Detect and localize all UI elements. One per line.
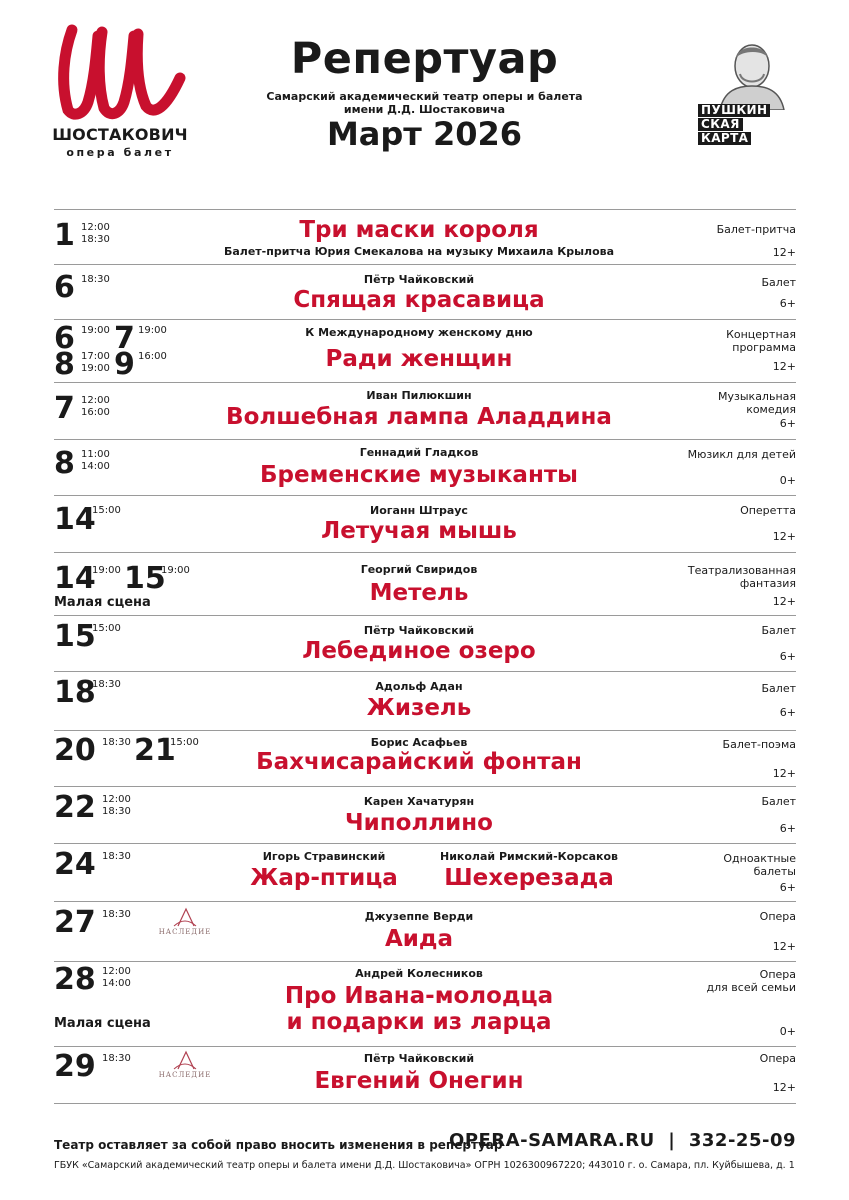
event-times: 19:00: [81, 325, 110, 336]
logo-name: ШОСТАКОВИЧ: [52, 125, 188, 144]
event-composer: Адольф Адан: [375, 680, 463, 693]
event-day: 24: [54, 847, 96, 882]
event-row: [54, 383, 796, 439]
age-rating: 6+: [779, 417, 796, 430]
age-rating: 12+: [772, 246, 796, 259]
event-row: [54, 440, 796, 495]
event-composer: Пётр Чайковский: [363, 273, 475, 286]
event-row: [54, 616, 796, 671]
event-composer: Игорь Стравинский: [262, 850, 386, 863]
event-row: [54, 553, 796, 615]
event-times: 12:00 18:30: [102, 794, 131, 817]
event-title: Бременские музыканты: [260, 462, 578, 488]
event-day: 9: [114, 347, 135, 382]
website-and-phone[interactable]: OPERA-SAMARA.RU | 332-25-09: [449, 1130, 796, 1151]
venue-label: Малая сцена: [54, 595, 151, 610]
event-composer: Карен Хачатурян: [363, 795, 475, 808]
age-rating: 6+: [779, 297, 796, 310]
event-times: 18:30: [92, 679, 121, 690]
event-composer: Николай Римский-Корсаков: [439, 850, 619, 863]
event-times: 18:30: [102, 737, 131, 748]
month-heading: Март 2026: [326, 115, 523, 153]
row-divider: [54, 1103, 796, 1104]
event-title-line2: и подарки из ларца: [286, 1009, 552, 1035]
event-composer: Джузеппе Верди: [364, 910, 474, 923]
event-times: 17:00 19:00: [81, 351, 110, 374]
heritage-emblem-icon: [150, 906, 220, 928]
event-title: Бахчисарайский фонтан: [256, 749, 582, 775]
age-rating: 12+: [772, 767, 796, 780]
event-row: [54, 787, 796, 843]
event-day: 20: [54, 733, 96, 768]
event-times: 12:00 16:00: [81, 395, 110, 418]
event-day: 22: [54, 790, 96, 825]
pushkin-label-line: СКАЯ: [698, 118, 743, 131]
event-title: Про Ивана-молодца: [284, 983, 554, 1009]
age-rating: 6+: [779, 706, 796, 719]
event-composer: Борис Асафьев: [370, 736, 468, 749]
event-day: 6: [54, 321, 75, 356]
event-day: 15: [54, 619, 96, 654]
event-title: Жизель: [366, 695, 472, 721]
event-genre: Мюзикл для детей: [687, 448, 796, 461]
event-genre: Оперетта: [740, 504, 796, 517]
event-times: 19:00: [92, 565, 121, 576]
event-title: Евгений Онегин: [314, 1068, 524, 1094]
event-composer: Пётр Чайковский: [363, 1052, 475, 1065]
event-genre: Опера: [759, 1052, 796, 1065]
logo-subtitle: опера балет: [66, 146, 174, 159]
event-day: 14: [54, 502, 96, 537]
event-row: [54, 962, 796, 1046]
event-title: Три маски короля: [299, 217, 539, 243]
event-genre: Одноактные балеты: [723, 852, 796, 878]
event-day: 18: [54, 675, 96, 710]
event-times: 16:00: [138, 351, 167, 362]
age-rating: 0+: [779, 1025, 796, 1038]
event-day: 27: [54, 905, 96, 940]
event-title: Летучая мышь: [321, 518, 517, 544]
venue-label: Малая сцена: [54, 1016, 151, 1031]
age-rating: 12+: [772, 940, 796, 953]
event-title: Метель: [369, 580, 469, 606]
subtitle-line: Самарский академический театр оперы и балета: [266, 90, 583, 103]
event-times: 19:00: [161, 565, 190, 576]
event-day: 1: [54, 218, 75, 253]
subtitle-line: имени Д.Д. Шостаковича: [343, 103, 506, 116]
event-title: Аида: [384, 926, 453, 952]
pushkin-label-line: ПУШКИН: [698, 104, 770, 117]
age-rating: 6+: [779, 650, 796, 663]
event-times: 15:00: [170, 737, 199, 748]
age-rating: 12+: [772, 530, 796, 543]
event-row: [54, 210, 796, 264]
event-title: Волшебная лампа Аладдина: [226, 404, 612, 430]
event-composer: Иван Пилюкшин: [366, 389, 472, 402]
event-day: 29: [54, 1049, 96, 1084]
event-day: 15: [124, 561, 166, 596]
page-title: Репертуар: [290, 34, 559, 84]
event-times: 18:30: [102, 851, 131, 862]
event-title: Ради женщин: [325, 346, 513, 372]
age-rating: 6+: [779, 822, 796, 835]
heritage-label: НАСЛЕДИЕ: [158, 1071, 212, 1079]
event-day: 7: [114, 321, 135, 356]
age-rating: 12+: [772, 1081, 796, 1094]
event-genre: Балет: [761, 624, 796, 637]
event-day: 6: [54, 270, 75, 305]
event-row: [54, 320, 796, 382]
event-composer: К Международному женскому дню: [305, 326, 533, 339]
pushkin-portrait-icon: [702, 40, 802, 110]
pushkin-label-line: КАРТА: [698, 132, 751, 145]
event-day: 28: [54, 962, 96, 997]
event-row: [54, 265, 796, 319]
heritage-label: НАСЛЕДИЕ: [158, 928, 212, 936]
event-genre: Опера: [759, 910, 796, 923]
event-times: 18:30: [102, 1053, 131, 1064]
event-genre: Балет: [761, 276, 796, 289]
event-day: 8: [54, 347, 75, 382]
event-genre: Музыкальная комедия: [718, 390, 796, 416]
event-row: [54, 672, 796, 730]
event-times: 12:00 14:00: [102, 966, 131, 989]
event-genre: Балет: [761, 795, 796, 808]
event-title: Лебединое озеро: [302, 638, 536, 664]
event-composer: Георгий Свиридов: [360, 563, 478, 576]
event-description: Балет-притча Юрия Смекалова на музыку Михаила Крылова: [223, 245, 615, 258]
event-times: 12:00 18:30: [81, 222, 110, 245]
event-composer: Пётр Чайковский: [363, 624, 475, 637]
event-genre: Театрализованная фантазия: [687, 564, 796, 590]
disclaimer-note: Театр оставляет за собой право вносить изменения в репертуар: [54, 1138, 503, 1152]
event-times: 15:00: [92, 505, 121, 516]
event-row: [54, 902, 796, 961]
event-times: 15:00: [92, 623, 121, 634]
event-composer: Иоганн Штраус: [370, 504, 468, 517]
event-genre: Балет-поэма: [722, 738, 796, 751]
event-times: 18:30: [102, 909, 131, 920]
event-genre: Концертная программа: [726, 328, 796, 354]
age-rating: 6+: [779, 881, 796, 894]
event-day: 8: [54, 446, 75, 481]
event-title: Чиполлино: [345, 810, 493, 836]
event-row: [54, 731, 796, 786]
event-composer: Андрей Колесников: [355, 967, 483, 980]
event-day: 7: [54, 391, 75, 426]
event-title: Спящая красавица: [293, 287, 545, 313]
pushkin-card-logo: [696, 40, 806, 144]
event-times: 11:00 14:00: [81, 449, 110, 472]
age-rating: 12+: [772, 360, 796, 373]
event-title: Жар-птица: [250, 865, 398, 891]
event-composer: Геннадий Гладков: [359, 446, 479, 459]
event-genre: Опера для всей семьи: [706, 968, 796, 994]
event-genre: Балет-притча: [716, 223, 796, 236]
age-rating: 12+: [772, 595, 796, 608]
event-row: [54, 844, 796, 901]
age-rating: 0+: [779, 474, 796, 487]
event-day: 14: [54, 561, 96, 596]
event-times: 18:30: [81, 274, 110, 285]
legal-info: ГБУК «Самарский академический театр оперы и балета имени Д.Д. Шостаковича» ОГРН 1026300967220; 443010 г. о. Самара, пл. Куйбышева, д. 1: [54, 1160, 795, 1171]
event-row: [54, 1047, 796, 1103]
event-times: 19:00: [138, 325, 167, 336]
event-row: [54, 496, 796, 552]
event-title: Шехерезада: [444, 865, 614, 891]
event-genre: Балет: [761, 682, 796, 695]
event-day: 21: [134, 733, 176, 768]
